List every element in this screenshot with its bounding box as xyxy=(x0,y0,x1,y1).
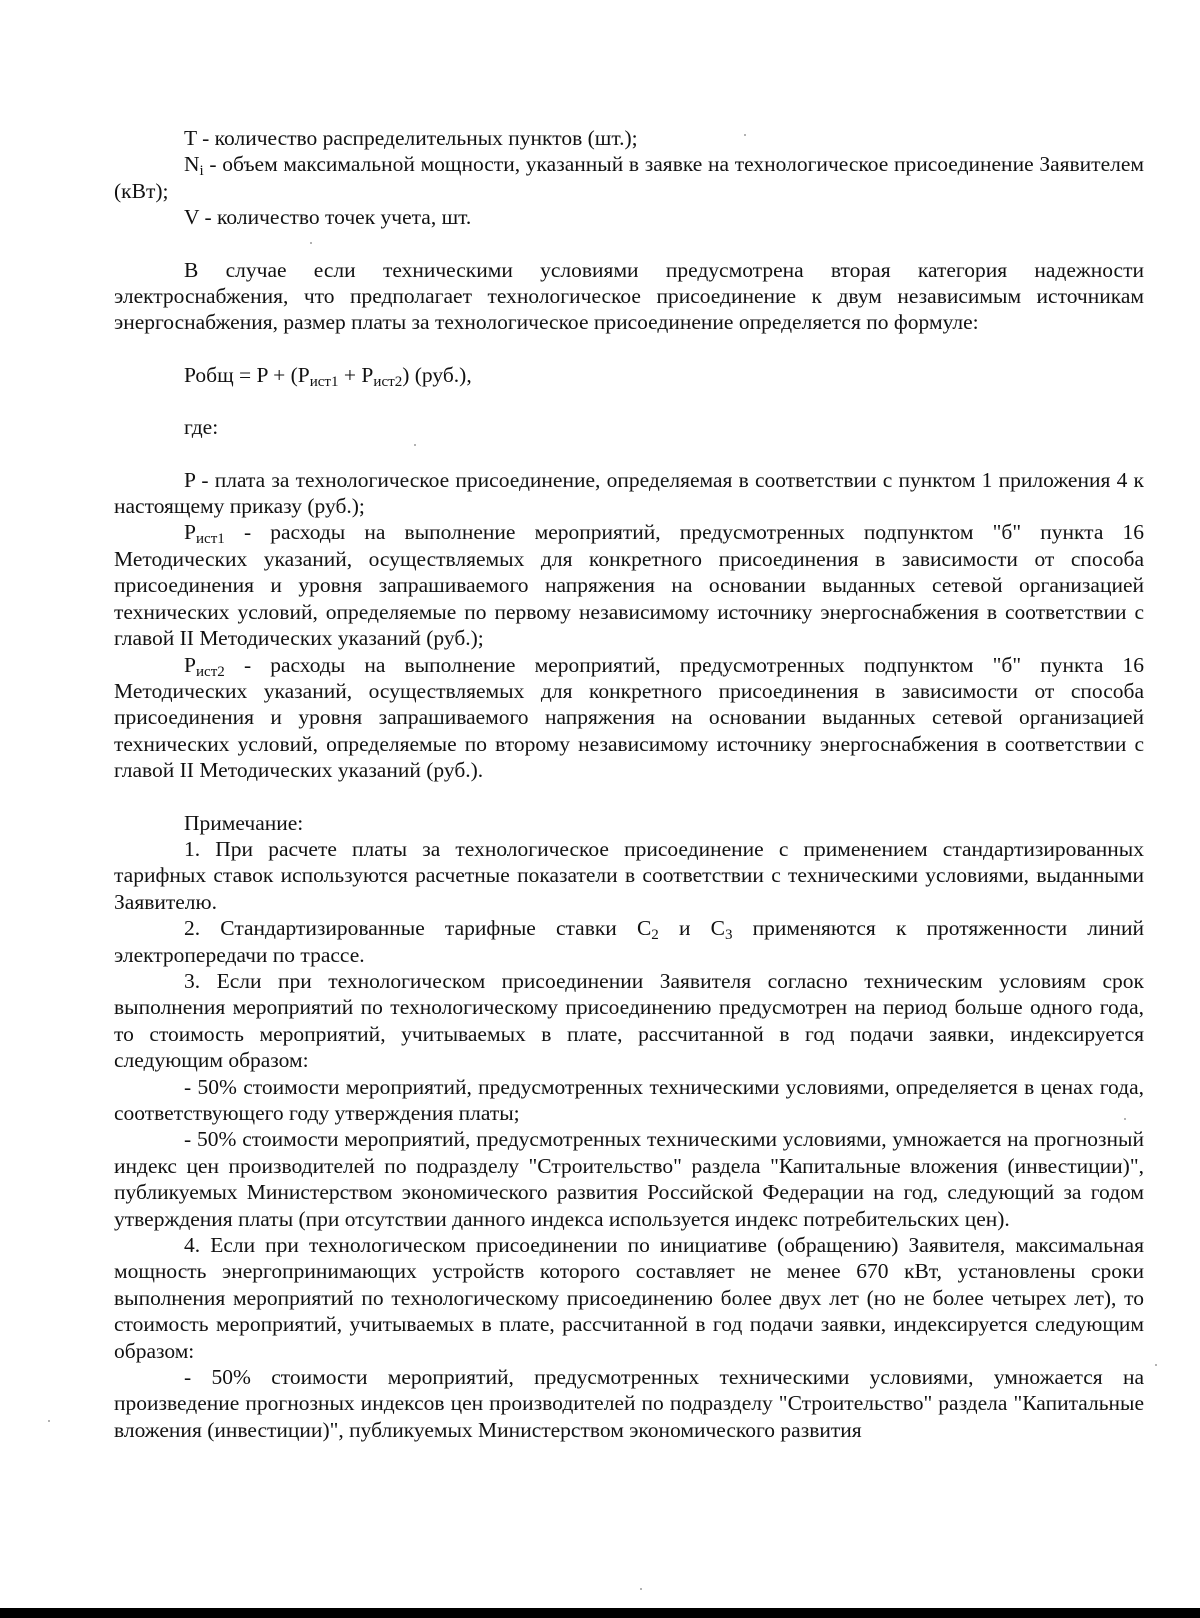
formula-right: ) (руб.), xyxy=(402,362,472,387)
definition-p-ist2-subscript: ист2 xyxy=(195,663,225,680)
formula-sub-2: ист2 xyxy=(373,373,403,390)
scan-speck xyxy=(744,134,746,136)
definition-p-ist1-subscript: ист1 xyxy=(195,531,225,548)
definition-p-ist1 xyxy=(114,519,1144,651)
scan-speck xyxy=(48,1420,50,1422)
formula-total-fee xyxy=(114,362,1144,388)
note-2-sub-a: 2 xyxy=(651,926,659,943)
definition-p-text: - плата за технологическое присоединение, определяемая в соответствии с пунктом 1 приложения 4 к настоящему приказу (руб.); xyxy=(114,467,1144,519)
scan-speck xyxy=(310,242,312,244)
note-1: 1. При расчете платы за технологическое присоединение с применением стандартизированных тарифных ставок используются расчетные показатели в соответствии с техническими условиями, выданными Заявителю. xyxy=(114,836,1144,914)
definition-n-symbol: N xyxy=(184,152,200,177)
note-2-before: 2. Стандартизированные тарифные ставки С xyxy=(184,916,652,941)
definition-n-text: - объем максимальной мощности, указанный в заявке на технологическое присоединение Заявителем (кВт); xyxy=(114,152,1144,203)
definition-p-ist2-text: - расходы на выполнение мероприятий, предусмотренных подпунктом "б" пункта 16 Методических указаний, осуществляемых для конкретного присоединения в зависимости от способа присоединения и уровня запрашиваемого напряжения на основании выданных сетевой организацией технических условий, определяемые по второму независимому источнику энергоснабжения в соответствии с главой II Методических указаний (руб.). xyxy=(114,652,1144,783)
formula-left: Робщ = P + (P xyxy=(184,362,310,387)
intro-paragraph: В случае если техническими условиями предусмотрена вторая категория надежности электроснабжения, что предполагает технологическое присоединение к двум независимым источникам энергоснабжения, размер платы за технологическое присоединение определяется по формуле: xyxy=(114,257,1144,335)
note-2-sub-b: 3 xyxy=(724,926,733,943)
definition-p xyxy=(114,467,1144,520)
note-4-bullet-1: - 50% стоимости мероприятий, предусмотренных техническими условиями, умножается на произведение прогнозных индексов цен производителей по подразделу "Строительство" раздела "Капитальные вложения (инвестиции)", публикуемых Министерством экономического развития xyxy=(114,1365,1144,1442)
definition-t: T - количество распределительных пунктов (шт.); xyxy=(184,126,638,150)
note-2-middle: и С xyxy=(658,916,725,941)
definition-p-ist1-text: - расходы на выполнение мероприятий, предусмотренных подпунктом "б" пункта 16 Методических указаний, осуществляемых для конкретного присоединения в зависимости от способа присоединения и уровня запрашиваемого напряжения на основании выданных сетевой организацией технических условий, определяемые по первому независимому источнику энергоснабжения в соответствии с главой II Методических указаний (руб.); xyxy=(114,520,1144,651)
definition-n xyxy=(114,151,1144,204)
scan-speck xyxy=(640,1588,642,1590)
scan-speck xyxy=(1124,1118,1126,1120)
note-3-bullet-1: - 50% стоимости мероприятий, предусмотренных техническими условиями, определяется в ценах года, соответствующего году утверждения платы; xyxy=(114,1074,1144,1125)
note-3: 3. Если при технологическом присоединении Заявителя согласно техническим условиям срок выполнения мероприятий по технологическому присоединению предусмотрен на период больше одного года, то стоимость мероприятий, учитываемых в плате, рассчитанной в год подачи заявки, индексируется следующим образом: xyxy=(114,968,1144,1073)
definition-p-ist1-symbol: P xyxy=(184,520,196,545)
scan-edge-bar xyxy=(0,1608,1200,1618)
note-2-after: применяются к протяженности линий электропередачи по трассе. xyxy=(114,916,1144,967)
where-label: где: xyxy=(184,415,219,440)
definition-p-symbol: P xyxy=(184,467,196,492)
formula-sub-1: ист1 xyxy=(309,373,339,390)
scan-speck xyxy=(1155,1364,1157,1366)
formula-mid: + P xyxy=(338,362,374,387)
definition-v: V - количество точек учета, шт. xyxy=(184,205,472,230)
note-4: 4. Если при технологическом присоединении по инициативе (обращению) Заявителя, максимальная мощность энергопринимающих устройств которого составляет не менее 670 кВт, установлены сроки выполнения мероприятий по технологическому присоединению более двух лет (но не более четырех лет), то стоимость мероприятий, учитываемых в плате, рассчитанной в год подачи заявки, индексируется следующим образом: xyxy=(114,1233,1144,1363)
note-2 xyxy=(114,915,1144,968)
definition-n-subscript: i xyxy=(199,163,204,180)
document-body xyxy=(114,125,1144,1443)
note-heading: Примечание: xyxy=(184,810,304,835)
definition-p-ist2-symbol: P xyxy=(184,652,196,677)
definition-p-ist2 xyxy=(114,652,1144,784)
scan-speck xyxy=(414,444,416,446)
note-3-bullet-2: - 50% стоимости мероприятий, предусмотренных техническими условиями, умножается на прогнозный индекс цен производителей по подразделу "Строительство" раздела "Капитальные вложения (инвестиции)", публикуемых Министерством экономического развития Российской Федерации на год, следующий за годом утверждения платы (при отсутствии данного индекса используется индекс потребительских цен). xyxy=(114,1127,1144,1231)
